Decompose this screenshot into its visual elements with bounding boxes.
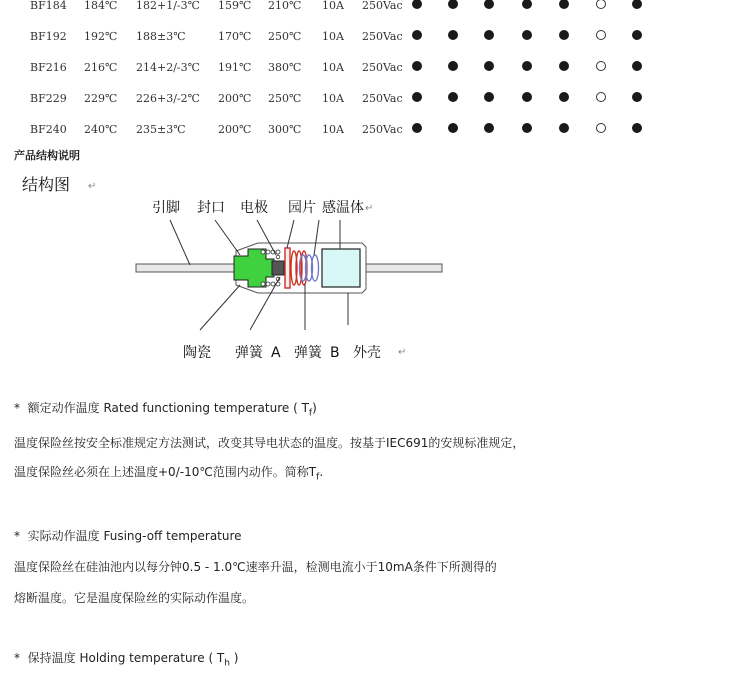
hollow-dot-icon: [596, 30, 606, 40]
label-seal: 封口: [197, 200, 225, 216]
structure-diagram: [0, 165, 750, 370]
table-cell-t3: 200℃: [218, 123, 252, 136]
table-cell-model: BF240: [30, 123, 67, 136]
label-ceramic: 陶瓷: [183, 345, 211, 361]
table-cell-t4: 210℃: [268, 0, 302, 12]
disc: [285, 248, 290, 288]
label-lead: 引脚: [152, 200, 180, 216]
fusing-off-line-2: 熔断温度。它是温度保险丝的实际动作温度。: [14, 591, 255, 605]
filled-dot-icon: [522, 0, 532, 9]
sensor-body: [322, 249, 360, 287]
table-cell-current: 10A: [322, 30, 344, 43]
table-cell-voltage: 250Vac: [362, 123, 403, 136]
filled-dot-icon: [522, 92, 532, 102]
label-spring-a-letter: A: [271, 345, 281, 361]
table-cell-current: 10A: [322, 123, 344, 136]
filled-dot-icon: [412, 92, 422, 102]
return-mark-bottom: ↵: [398, 347, 407, 358]
table-cell-t2: 235±3℃: [136, 123, 186, 136]
filled-dot-icon: [448, 123, 458, 133]
table-cell-voltage: 250Vac: [362, 92, 403, 105]
filled-dot-icon: [522, 61, 532, 71]
filled-dot-icon: [632, 0, 642, 9]
table-cell-t1: 184℃: [84, 0, 118, 12]
spec-table: [0, 0, 750, 145]
rated-temp-line-2: 温度保险丝必须在上述温度+0/-10℃范围内动作。简称$T_f$.: [14, 465, 324, 483]
table-cell-model: BF192: [30, 30, 67, 43]
table-cell-t4: 250℃: [268, 30, 302, 43]
rated-temp-line-1: 温度保险丝按安全标准规定方法测试，改变其导电状态的温度。按基于IEC691的安规标准规定，: [14, 436, 525, 450]
filled-dot-icon: [412, 30, 422, 40]
filled-dot-icon: [412, 0, 422, 9]
filled-dot-icon: [448, 61, 458, 71]
filled-dot-icon: [632, 123, 642, 133]
table-cell-t2: 182+1/-3℃: [136, 0, 200, 12]
label-spring-a: 弹簧: [235, 345, 263, 361]
label-shell: 外壳: [353, 345, 381, 361]
return-mark-top: ↵: [365, 203, 374, 214]
filled-dot-icon: [484, 61, 494, 71]
table-row: [0, 83, 750, 114]
table-cell-t1: 229℃: [84, 92, 118, 105]
rated-temp-heading: * 额定动作温度 Rated functioning temperature ( $T_f$): [14, 401, 317, 419]
label-spring-b: 弹簧: [294, 345, 322, 361]
diagram-title: 结构图: [22, 175, 71, 194]
label-disc: 园片: [288, 200, 316, 216]
filled-dot-icon: [559, 61, 569, 71]
table-cell-t4: 380℃: [268, 61, 302, 74]
section-heading: 产品结构说明: [14, 149, 80, 162]
filled-dot-icon: [484, 123, 494, 133]
fusing-off-heading: * 实际动作温度 Fusing-off temperature: [14, 529, 242, 543]
filled-dot-icon: [412, 61, 422, 71]
filled-dot-icon: [632, 92, 642, 102]
table-row: [0, 0, 750, 21]
table-cell-t2: 214+2/-3℃: [136, 61, 200, 74]
lead-wire-left: [136, 264, 236, 272]
table-cell-t3: 159℃: [218, 0, 252, 12]
hollow-dot-icon: [596, 0, 606, 9]
table-cell-voltage: 250Vac: [362, 61, 403, 74]
filled-dot-icon: [559, 30, 569, 40]
table-row: [0, 114, 750, 145]
table-cell-t1: 240℃: [84, 123, 118, 136]
electrode: [272, 261, 284, 275]
table-row: [0, 52, 750, 83]
filled-dot-icon: [632, 61, 642, 71]
return-mark-title: ↵: [88, 181, 97, 192]
table-cell-current: 10A: [322, 61, 344, 74]
filled-dot-icon: [559, 0, 569, 9]
filled-dot-icon: [559, 123, 569, 133]
table-cell-voltage: 250Vac: [362, 0, 403, 12]
table-cell-t4: 300℃: [268, 123, 302, 136]
table-cell-t4: 250℃: [268, 92, 302, 105]
table-cell-t2: 226+3/-2℃: [136, 92, 200, 105]
filled-dot-icon: [412, 123, 422, 133]
filled-dot-icon: [448, 92, 458, 102]
filled-dot-icon: [484, 92, 494, 102]
label-electrode: 电极: [240, 200, 268, 216]
filled-dot-icon: [484, 0, 494, 9]
lead-wire-right: [366, 264, 442, 272]
filled-dot-icon: [448, 0, 458, 9]
hollow-dot-icon: [596, 61, 606, 71]
filled-dot-icon: [484, 30, 494, 40]
label-sensor: 感温体: [322, 200, 364, 216]
filled-dot-icon: [632, 30, 642, 40]
table-cell-t3: 170℃: [218, 30, 252, 43]
table-row: [0, 21, 750, 52]
hollow-dot-icon: [596, 123, 606, 133]
table-cell-t1: 216℃: [84, 61, 118, 74]
hollow-dot-icon: [596, 92, 606, 102]
table-cell-t3: 200℃: [218, 92, 252, 105]
table-cell-t2: 188±3℃: [136, 30, 186, 43]
table-cell-current: 10A: [322, 92, 344, 105]
table-cell-t3: 191℃: [218, 61, 252, 74]
table-cell-model: BF216: [30, 61, 67, 74]
label-spring-b-letter: B: [330, 345, 340, 361]
filled-dot-icon: [522, 123, 532, 133]
table-cell-model: BF229: [30, 92, 67, 105]
holding-temp-heading: * 保持温度 Holding temperature ( $T_h$ ): [14, 651, 239, 669]
table-cell-current: 10A: [322, 0, 344, 12]
fusing-off-line-1: 温度保险丝在硅油池内以每分钟0.5 - 1.0℃速率升温，检测电流小于10mA条件下所测得的: [14, 560, 497, 574]
filled-dot-icon: [522, 30, 532, 40]
filled-dot-icon: [448, 30, 458, 40]
table-cell-t1: 192℃: [84, 30, 118, 43]
filled-dot-icon: [559, 92, 569, 102]
table-cell-model: BF184: [30, 0, 67, 12]
table-cell-voltage: 250Vac: [362, 30, 403, 43]
